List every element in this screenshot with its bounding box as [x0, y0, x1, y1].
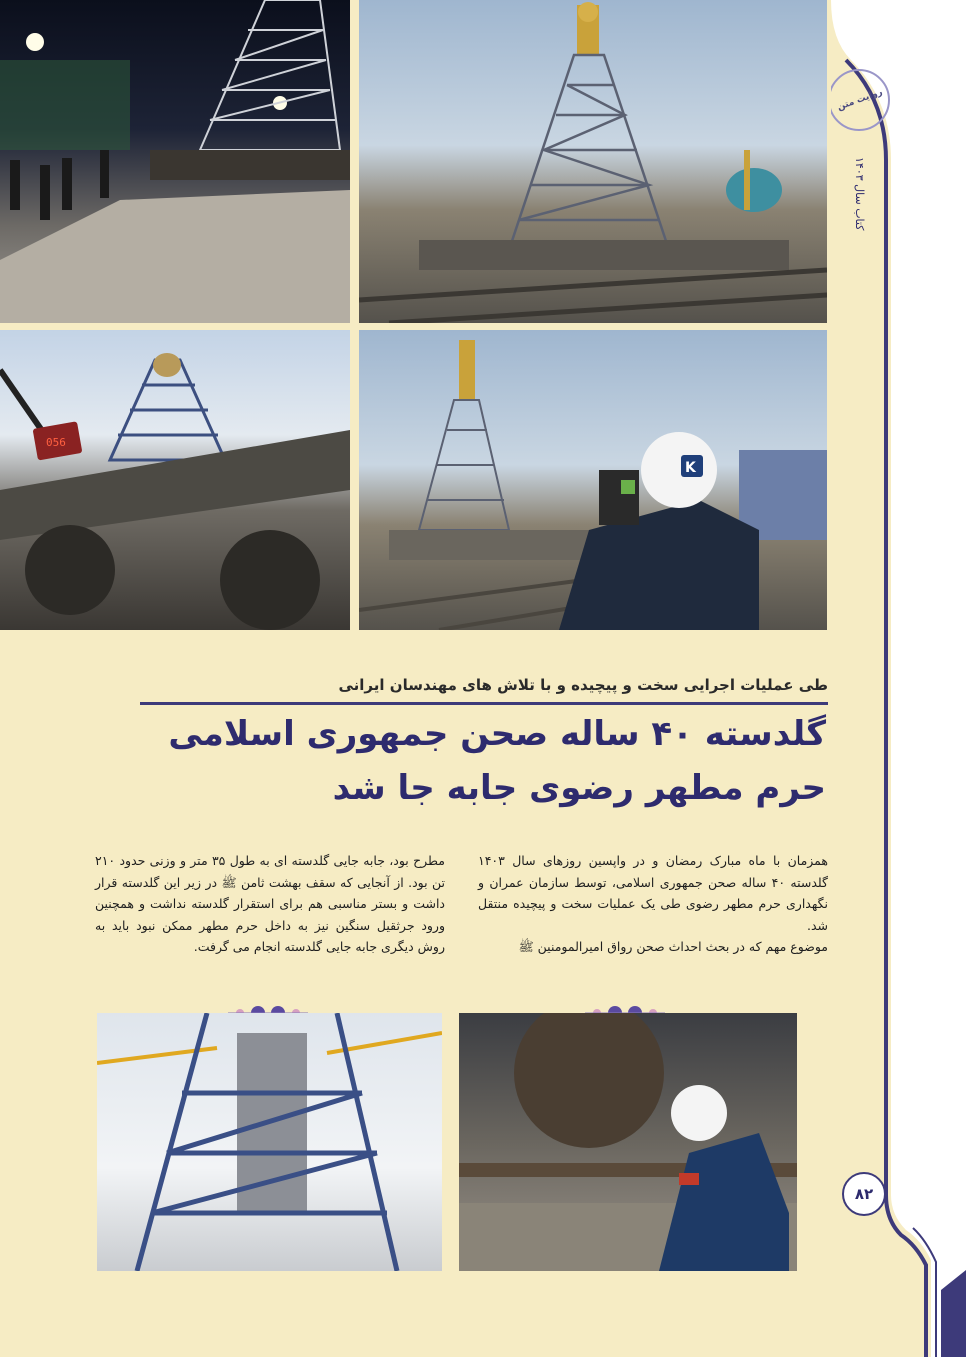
magazine-emblem: روایت متن: [836, 87, 884, 113]
photo-night-minaret-tower: [0, 0, 350, 323]
photo-minaret-on-rail-platform: [359, 0, 827, 323]
article-subtitle: طی عملیات اجرایی سخت و پیچیده و با تلاش های مهندسان ایرانی: [338, 676, 828, 694]
body-paragraph: موضوع مهم که در بحث احداث صحن رواق امیرالمومنین ﷺ: [518, 939, 828, 954]
body-paragraph: همزمان با ماه مبارک رمضان و در واپسین روزهای سال ۱۴۰۳ گلدسته ۴۰ ساله صحن جمهوری اسلامی، توسط سازمان عمران و نگهداری حرم مطهر رضوی طی یک عملیات سخت و پیچیده منتقل شد.: [478, 853, 828, 933]
photo-steel-scaffolding: [97, 1013, 442, 1271]
running-head: کتاب سال ۱۴۰۳: [853, 156, 866, 230]
body-column-left: [95, 850, 445, 958]
article-title-line-1: گلدسته ۴۰ ساله صحن جمهوری اسلامی: [168, 714, 826, 754]
scale-display: 056: [46, 436, 66, 449]
title-divider: [140, 702, 828, 705]
body-column-right: [478, 850, 828, 958]
photo-surveyor-with-theodolite: [359, 330, 827, 630]
page-number: ۸۲: [842, 1172, 886, 1216]
photo-crane-scale-closeup: [0, 330, 350, 630]
article-title-line-2: حرم مطهر رضوی جابه جا شد: [332, 768, 826, 808]
photo-worker-checking-wheel: [459, 1013, 797, 1271]
body-paragraph: مطرح بود، جابه جایی گلدسته ای به طول ۳۵ متر و وزنی حدود ۲۱۰ تن بود. از آنجایی که سقف بهشت ثامن ﷺ در زیر این گلدسته قرار داشت و بستر مناسبی هم برای استقرار گلدسته نداشت و همچنین ورود جرثقیل سنگین نیز به داخل حرم مطهر ممکن نبود باید به روش دیگری جابه جایی گلدسته انجام می گرفت.: [95, 853, 445, 954]
helmet-logo: K: [685, 460, 696, 476]
